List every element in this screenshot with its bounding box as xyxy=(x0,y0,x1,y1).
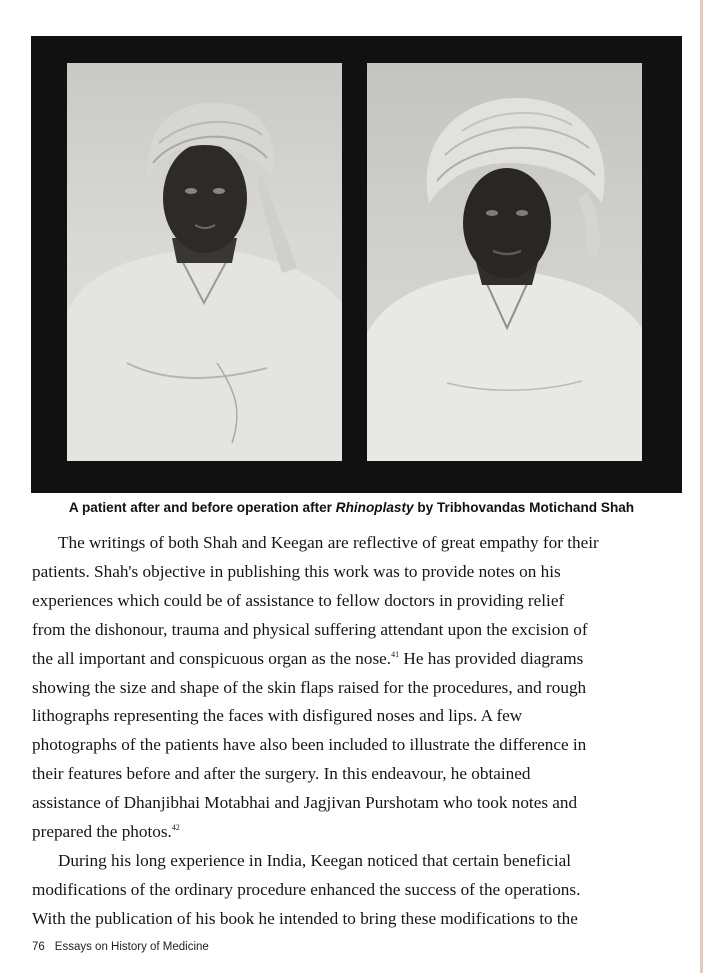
paragraph-1-line-9: their features before and after the surgery. In this endeavour, he obtained xyxy=(32,764,531,784)
caption-prefix: A patient after and before operation after xyxy=(68,500,336,515)
paragraph-1-line-3: experiences which could be of assistance to fellow doctors in providing relief xyxy=(32,590,565,610)
figure-caption xyxy=(0,500,703,515)
paragraph-1-line-11 xyxy=(32,818,680,847)
paragraph-1-line-2: patients. Shah's objective in publishing this work was to provide notes on his xyxy=(32,561,561,581)
paragraph-2-line-3: With the publication of his book he intended to bring these modifications to the xyxy=(32,908,578,928)
paragraph-2-line-1: During his long experience in India, Keegan noticed that certain beneficial xyxy=(58,850,572,870)
paragraph-1-line-8: photographs of the patients have also been included to illustrate the difference in xyxy=(32,735,587,755)
paragraph-1-line-6: showing the size and shape of the skin flaps raised for the procedures, and rough xyxy=(32,677,587,697)
paragraph-1-line-5 xyxy=(32,645,680,674)
paragraph-1-line-11-text: prepared the photos. xyxy=(32,822,172,842)
body-text xyxy=(32,529,680,934)
paragraph-1-line-5-continued: He has provided diagrams xyxy=(399,648,584,668)
footnote-ref-41: 41 xyxy=(391,649,400,659)
running-title: Essays on History of Medicine xyxy=(54,941,209,953)
paragraph-1-line-4: from the dishonour, trauma and physical suffering attendant upon the excision of xyxy=(32,619,588,639)
patient-photo-before-operation xyxy=(367,63,642,461)
paragraph-1-line-7: lithographs representing the faces with disfigured noses and lips. A few xyxy=(32,706,523,726)
patient-photo-after-operation xyxy=(67,63,342,461)
page-number: 76 xyxy=(32,941,45,953)
caption-suffix: by Tribhovandas Motichand Shah xyxy=(413,500,635,515)
paragraph-2-line-2: modifications of the ordinary procedure enhanced the success of the operations. xyxy=(32,879,581,899)
footnote-ref-42: 42 xyxy=(171,823,180,833)
paragraph-1-line-1: The writings of both Shah and Keegan are reflective of great empathy for their xyxy=(58,533,599,552)
page-footer xyxy=(32,941,209,953)
photo-frame xyxy=(31,36,682,493)
paragraph-1-line-10: assistance of Dhanjibhai Motabhai and Jagjivan Purshotam who took notes and xyxy=(32,793,578,813)
caption-emphasis: Rhinoplasty xyxy=(335,500,414,515)
paragraph-1-line-5-text: the all important and conspicuous organ as the nose. xyxy=(32,648,392,668)
